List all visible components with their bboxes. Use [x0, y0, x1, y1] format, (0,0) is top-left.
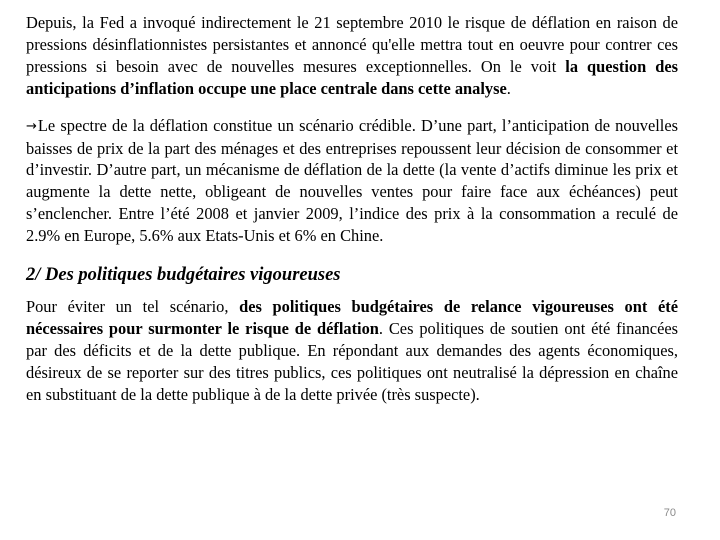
paragraph-deflation-spectre: [26, 115, 678, 247]
section-title: 2/ Des politiques budgétaires vigoureuses: [26, 265, 341, 286]
paragraph-tail: .: [506, 78, 511, 98]
paragraph-budget-policies: [26, 296, 678, 406]
emphasis-text: la question des anticipations d’inflation occupe une place centrale dans cette analyse: [26, 56, 679, 98]
page-number: 70: [663, 507, 676, 519]
paragraph-text: Depuis, la Fed a invoqué indirectement le 21 septembre 2010 le risque de déflation en raison de pressions désinflationnistes persistantes et annoncé qu'elle mettra tout en oeuvre pour contrer ces pressions si besoin avec de nouvelles mesures exceptionnelles. On le voit: [26, 13, 678, 76]
paragraph-text: Le spectre de la déflation constitue un scénario crédible. D’une part, l’anticipation de nouvelles baisses de prix de la part des ménages et des entreprises repoussent leur décision de consommer et d’investir. D’autre part, un mécanisme de déflation de la dette (la vente d’actifs diminue les prix et augmente la dette nette, obligeant de nouvelles ventes pour faire face aux échéances) peut s’enclencher. Entre l’été 2008 et janvier 2009, l’indice des prix à la consommation a reculé de 2.9% en Europe, 5.6% aux Etats-Unis et 6% en Chine.: [26, 115, 678, 246]
emphasis-text: des politiques budgétaires de relance vigoureuses ont été nécessaires pour surmonter le risque de déflation: [26, 297, 678, 338]
paragraph-fed-deflation-risk: [26, 12, 678, 100]
paragraph-lead: Pour éviter un tel scénario,: [26, 297, 240, 317]
paragraph-text: . Ces politiques de soutien ont été financées par des déficits et de la dette publique. En répondant aux demandes des agents économiques, désireux de se reporter sur des titres publics, ces politiques ont neutralisé la dépression en chaîne en substituant de la dette publique à de la dette privée (très suspecte).: [26, 318, 678, 404]
document-page: [26, 12, 678, 406]
arrow-right-icon: →: [26, 118, 37, 134]
